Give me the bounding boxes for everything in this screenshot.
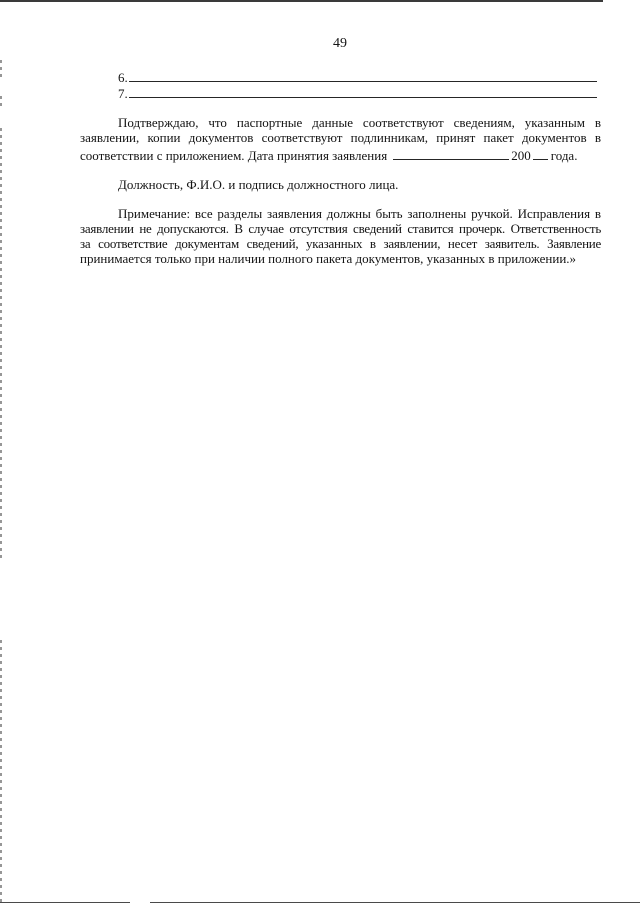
date-blank bbox=[393, 148, 509, 160]
date-line-text: соответствии с приложением. Дата принятия заявления bbox=[80, 148, 388, 163]
blank-fill-line bbox=[129, 86, 597, 98]
scan-edge-top bbox=[0, 0, 603, 2]
scan-edge-bottom bbox=[0, 902, 130, 903]
scan-edge-left bbox=[0, 60, 2, 78]
note-line: за соответствие документам сведений, указанных в заявлении, несет заявитель. Заявление bbox=[80, 236, 601, 251]
date-line bbox=[80, 148, 601, 163]
year-prefix: 200 bbox=[511, 148, 531, 163]
blank-item-7 bbox=[118, 86, 597, 101]
scan-edge-bottom bbox=[150, 902, 640, 903]
confirmation-paragraph bbox=[80, 115, 601, 163]
scan-edge-left bbox=[0, 96, 2, 108]
blank-fill-line bbox=[129, 70, 597, 82]
confirmation-line: Подтверждаю, что паспортные данные соответствуют сведениям, указанным в bbox=[118, 115, 601, 130]
scan-edge-left bbox=[0, 128, 2, 560]
signature-caption: Должность, Ф.И.О. и подпись должностного лица. bbox=[118, 177, 399, 192]
note-line: заявлении не допускаются. В случае отсутствия сведений ставится прочерк. Ответственность bbox=[80, 221, 601, 236]
note-paragraph bbox=[80, 206, 601, 266]
scan-edge-left bbox=[0, 640, 2, 905]
year-blank bbox=[533, 148, 548, 160]
note-line: принимается только при наличии полного пакета документов, указанных в приложении.» bbox=[80, 251, 577, 266]
blank-item-label: 6. bbox=[118, 70, 128, 85]
note-line: Примечание: все разделы заявления должны быть заполнены ручкой. Исправления в bbox=[118, 206, 601, 221]
blank-item-6 bbox=[118, 70, 597, 85]
blank-item-label: 7. bbox=[118, 86, 128, 101]
confirmation-line: заявлении, копии документов соответствуют подлинникам, принят пакет документов в bbox=[80, 130, 601, 145]
year-suffix: года. bbox=[550, 148, 578, 163]
page-number: 49 bbox=[333, 36, 347, 51]
